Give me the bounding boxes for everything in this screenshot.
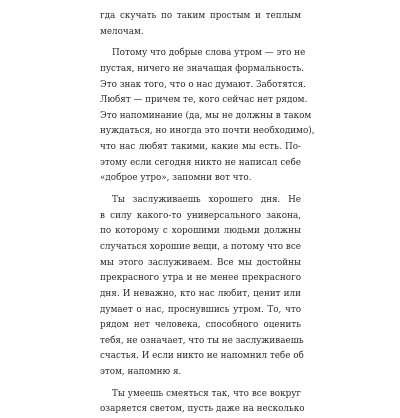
text-line: что нас любят такими, какие мы есть. По- <box>100 142 301 153</box>
text-line: счастья. И если никто не напомнил тебе об <box>100 351 304 362</box>
text-line: «доброе утро», запомни вот что. <box>100 173 252 184</box>
text-line: тебя, не означает, что ты не заслуживаешь <box>100 335 304 346</box>
text-line: Ты заслуживаешь хорошего дня. Не <box>112 195 301 206</box>
text-line: пустая, ничего не значащая формальность. <box>100 63 305 74</box>
text-line: гда скучать по таким простым и теплым <box>100 11 301 21</box>
text-line: по которому с хорошими людьми должны <box>100 226 301 237</box>
text-line: этому если сегодня никто не написал себе <box>100 157 301 168</box>
text-line: рядом нет человека, способного оценить <box>100 320 301 331</box>
paragraph-4 <box>100 387 305 418</box>
text-line: Любят — причем те, кого сейчас нет рядом. <box>100 95 308 106</box>
text-line: Потому что добрые слова утром — это не <box>112 48 306 59</box>
text-line: дня. И неважно, кто нас любит, ценит или <box>100 288 301 299</box>
book-page <box>100 9 315 418</box>
paragraph-1 <box>100 9 301 40</box>
text-line: прекрасного утра и не менее прекрасного <box>100 273 301 284</box>
text-line: мелочам. <box>100 26 144 37</box>
text-line: мы этого заслуживаем. Все мы достойны <box>100 257 301 268</box>
paragraph-3 <box>100 193 304 381</box>
text-line: этом, напомню я. <box>100 367 182 378</box>
text-line: Ты умеешь смеяться так, что все вокруг <box>112 388 301 399</box>
text-line: нуждаться, но иногда это почти необходимо), <box>100 126 315 137</box>
text-line: думает о нас, проснувшись утром. То, что <box>100 304 301 315</box>
text-line: Это знак того, что о нас думают. Заботятся. <box>100 79 306 90</box>
text-line: случаться хорошие вещи, а потому что все <box>100 241 301 252</box>
text-line: Это напоминание (да, мы не должны в таком <box>100 110 312 121</box>
paragraph-2 <box>100 46 315 187</box>
text-line: озаряется светом, пусть даже на несколько <box>100 404 305 415</box>
text-line: в силу какого-то универсального закона, <box>100 210 301 221</box>
